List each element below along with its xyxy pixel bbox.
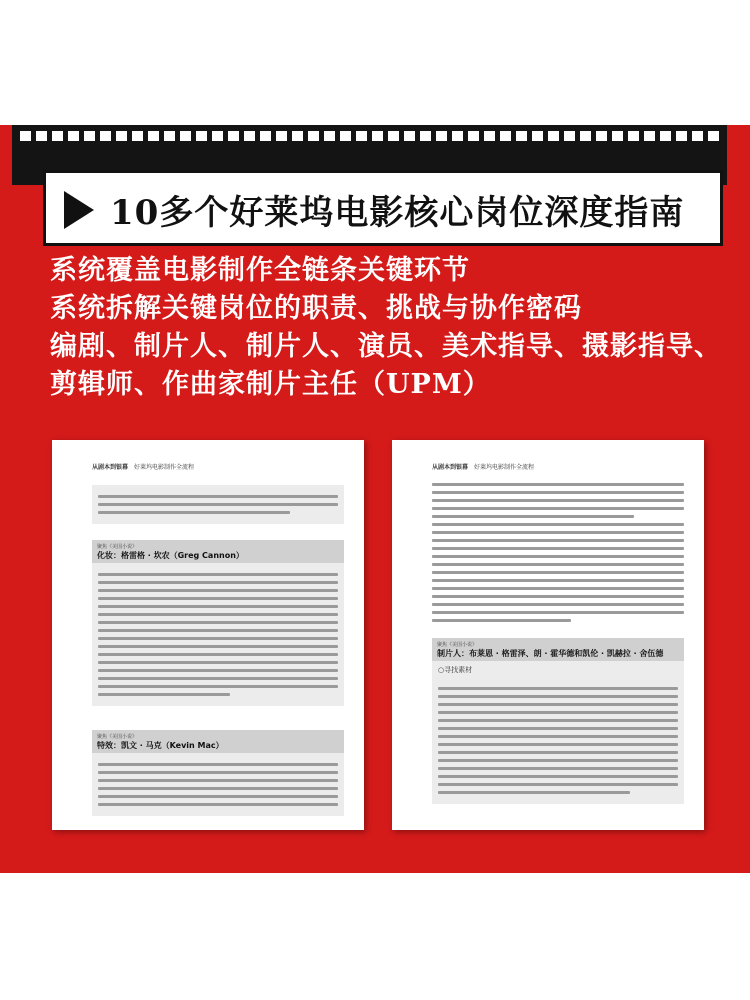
film-hole: [212, 131, 223, 141]
spotlight-box-effects: [92, 730, 344, 816]
film-hole: [404, 131, 415, 141]
film-hole: [132, 131, 143, 141]
text-line: [432, 523, 684, 526]
text-line: [432, 611, 684, 614]
text-line: [432, 547, 684, 550]
film-hole: [276, 131, 287, 141]
film-hole: [20, 131, 31, 141]
play-icon: [64, 191, 94, 229]
spotlight-header: [92, 540, 344, 563]
film-hole: [420, 131, 431, 141]
body-text: [432, 478, 684, 627]
film-hole: [452, 131, 463, 141]
text-line: [98, 661, 338, 664]
film-hole: [180, 131, 191, 141]
text-line: [98, 771, 338, 774]
text-line: [432, 587, 684, 590]
text-line: [432, 619, 571, 622]
spotlight-tag: 聚焦《美国小说》: [97, 734, 138, 740]
running-head-book: 从剧本到银幕: [432, 464, 469, 471]
film-hole: [164, 131, 175, 141]
text-line: [98, 669, 338, 672]
text-line: [438, 775, 678, 778]
film-hole: [324, 131, 335, 141]
feature-line-4: 剪辑师、作曲家制片主任（UPM）: [50, 369, 491, 400]
text-line: [432, 579, 684, 582]
running-head-chapter: 好莱坞电影制作全流程: [134, 464, 195, 471]
running-head-chapter: 好莱坞电影制作全流程: [474, 464, 535, 471]
text-line: [98, 803, 338, 806]
text-line: [432, 499, 684, 502]
film-hole: [52, 131, 63, 141]
text-line: [432, 491, 684, 494]
film-hole: [148, 131, 159, 141]
film-hole: [692, 131, 703, 141]
film-hole: [484, 131, 495, 141]
text-line: [98, 787, 338, 790]
text-line: [432, 595, 684, 598]
feature-line-2: 系统拆解关键岗位的职责、挑战与协作密码: [50, 293, 582, 324]
text-line: [438, 743, 678, 746]
film-hole: [628, 131, 639, 141]
film-hole: [676, 131, 687, 141]
film-hole: [100, 131, 111, 141]
film-hole: [436, 131, 447, 141]
text-line: [98, 581, 338, 584]
film-hole: [660, 131, 671, 141]
text-line: [98, 677, 338, 680]
text-line: [432, 603, 684, 606]
text-line: [98, 795, 338, 798]
film-hole: [548, 131, 559, 141]
film-hole: [244, 131, 255, 141]
film-hole: [292, 131, 303, 141]
text-line: [432, 483, 684, 486]
text-line: [438, 711, 678, 714]
book-page-left: [52, 440, 364, 830]
film-hole: [228, 131, 239, 141]
text-line: [438, 695, 678, 698]
text-line: [432, 507, 684, 510]
film-hole: [84, 131, 95, 141]
spotlight-tag: 聚焦《美国小说》: [97, 544, 138, 550]
film-hole: [116, 131, 127, 141]
film-hole: [388, 131, 399, 141]
feature-line-1: 系统覆盖电影制作全链条关键环节: [50, 255, 470, 286]
running-head-right: [432, 462, 534, 471]
text-line: [98, 763, 338, 766]
film-hole: [260, 131, 271, 141]
film-hole: [340, 131, 351, 141]
text-line: [98, 511, 290, 514]
book-page-right: [392, 440, 704, 830]
text-line: [98, 621, 338, 624]
text-line: [432, 563, 684, 566]
text-line: [98, 573, 338, 576]
text-line: [432, 531, 684, 534]
film-hole: [708, 131, 719, 141]
text-line: [98, 693, 230, 696]
text-line: [98, 645, 338, 648]
spotlight-title: 制片人：布莱恩 · 格雷泽、朗 · 霍华德和凯伦 · 凯赫拉 · 舍伍德: [437, 649, 664, 658]
text-line: [98, 637, 338, 640]
text-line: [98, 503, 338, 506]
film-hole: [36, 131, 47, 141]
film-hole: [68, 131, 79, 141]
text-line: [438, 759, 678, 762]
running-head-book: 从剧本到银幕: [92, 464, 129, 471]
spotlight-subheading: ○寻找素材: [438, 666, 473, 674]
text-line: [438, 703, 678, 706]
feature-line-3: 编剧、制片人、制片人、演员、美术指导、摄影指导、: [50, 331, 722, 362]
text-line: [432, 555, 684, 558]
text-line: [438, 735, 678, 738]
film-hole: [196, 131, 207, 141]
spotlight-header: [92, 730, 344, 753]
text-line: [98, 629, 338, 632]
film-hole: [356, 131, 367, 141]
text-line: [432, 515, 634, 518]
text-line: [438, 783, 678, 786]
film-hole: [372, 131, 383, 141]
text-line: [438, 751, 678, 754]
text-line: [438, 719, 678, 722]
running-head-left: [92, 462, 194, 471]
text-line: [438, 791, 630, 794]
film-hole: [468, 131, 479, 141]
film-hole: [308, 131, 319, 141]
film-perforations: [20, 131, 719, 141]
film-hole: [644, 131, 655, 141]
film-hole: [564, 131, 575, 141]
film-hole: [612, 131, 623, 141]
text-line: [98, 653, 338, 656]
text-line: [98, 495, 338, 498]
spotlight-header: [432, 638, 684, 661]
text-line: [98, 605, 338, 608]
film-hole: [500, 131, 511, 141]
spotlight-title: 特效：凯文 · 马克（Kevin Mac）: [97, 741, 224, 750]
text-box-intro: [92, 485, 344, 524]
title-box: [43, 170, 723, 246]
film-hole: [516, 131, 527, 141]
film-hole: [596, 131, 607, 141]
text-line: [432, 539, 684, 542]
spotlight-box-producers: [432, 638, 684, 804]
banner-title: 10多个好莱坞电影核心岗位深度指南: [110, 193, 685, 233]
film-hole: [580, 131, 591, 141]
spotlight-box-makeup: [92, 540, 344, 706]
text-line: [98, 589, 338, 592]
text-line: [98, 613, 338, 616]
feature-list: [50, 252, 730, 404]
text-line: [438, 687, 678, 690]
spotlight-tag: 聚焦《美国小说》: [437, 642, 478, 648]
film-hole: [532, 131, 543, 141]
spotlight-title: 化妆：格雷格 · 坎农（Greg Cannon）: [97, 551, 244, 560]
text-line: [438, 767, 678, 770]
text-line: [98, 685, 338, 688]
text-line: [98, 597, 338, 600]
text-line: [432, 571, 684, 574]
text-line: [438, 727, 678, 730]
text-line: [98, 779, 338, 782]
